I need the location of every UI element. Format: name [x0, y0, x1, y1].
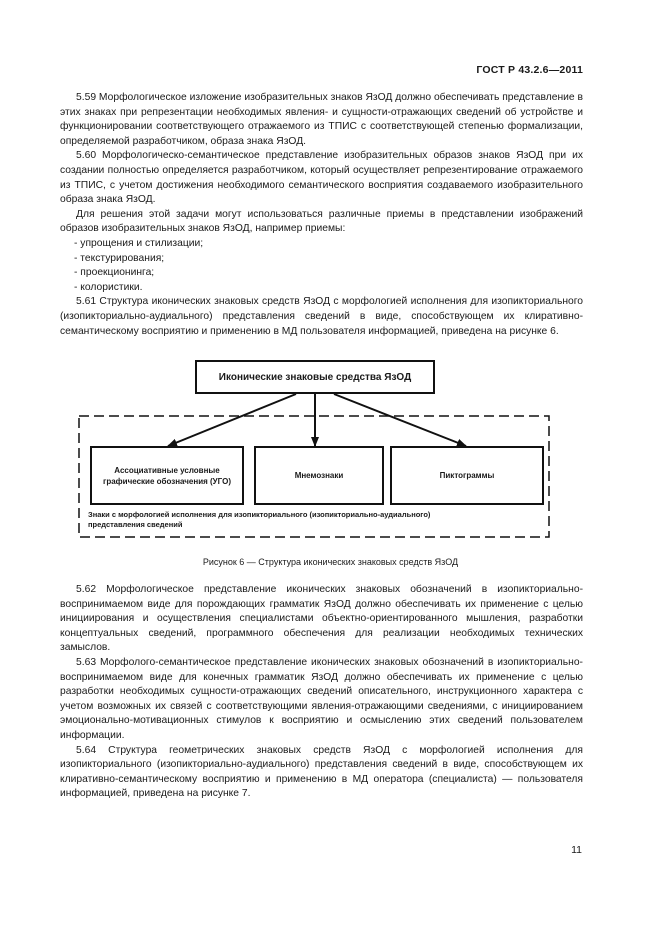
paragraph-5-64: 5.64 Структура геометрических знаковых средств ЯзОД с морфологией исполнения для изопикториального (изопикториально-аудиального) представления сведений в виде, способствующем их клиративно-семантическому восприятию и применению в МД оператора (специалиста) — пользователя информацией, приведена на рисунке 7. [60, 744, 583, 800]
list-item: - проекционинга; [74, 267, 155, 279]
associative-ugo-box: Ассоциативные условные графические обозначения (УГО) [90, 446, 244, 505]
list-item: - текстурирования; [74, 252, 165, 264]
text-block-lower [60, 583, 583, 802]
techniques-list [60, 237, 583, 295]
paragraph-5-63: 5.63 Морфолого-семантическое представление иконических знаковых обозначений в изопикториально-воспринимаемом виде для конечных грамматик ЯзОД должно обеспечивать их применение с целью разработки необходимых сущности-отражающих сведений описательного, инструкционного характера с учетом возможных их связей с соответствующими явления-отражающими сведениями, с инициированием эмоционально-мотивационных стимулов к восприятию и осмыслению этих сведений пользователем информации. [60, 656, 583, 741]
paragraph-5-59: 5.59 Морфологическое изложение изобразительных знаков ЯзОД должно обеспечивать представление в этих знаках при репрезентации необходимых явления- и сущности-отражающих сведений об устройстве и функционировании соответствующего отражаемого из ТПИС с соответствующей степенью формализации, определяемой разработчиком, образа знака ЯзОД. [60, 92, 583, 147]
paragraph-5-62: 5.62 Морфологическое представление иконических знаковых обозначений в изопикториально-воспринимаемом виде для порождающих грамматик ЯзОД должно обеспечивать их применение с целью инициирования и осуществления специалистами объектно-ориентированного мышления, разработки концептуальных сведений, программного обеспечения для реализации необходимых технических замыслов. [60, 584, 583, 654]
list-item: - колористики. [74, 281, 143, 293]
group-frame-label: Знаки с морфологией исполнения для изопикториального (изопикториально-аудиального) представления сведений [88, 510, 431, 529]
pictograms-box: Пиктограммы [390, 446, 544, 505]
mnemosigns-box: Мнемознаки [254, 446, 384, 505]
paragraph-5-61: 5.61 Структура иконических знаковых средств ЯзОД с морфологией исполнения для изопикториального (изопикториально-аудиального) представления сведений в виде, способствующем их клиративно-семантическому восприятию и применению в МД пользователя информацией, приведена на рисунке 6. [60, 296, 583, 337]
document-standard-number: ГОСТ Р 43.2.6—2011 [476, 64, 583, 76]
arrow-to-associative-ugo [168, 394, 296, 446]
iconic-means-box: Иконические знаковые средства ЯзОД [195, 360, 435, 394]
figure-caption: Рисунок 6 — Структура иконических знаковых средств ЯзОД [202, 557, 459, 567]
page-number: 11 [571, 844, 582, 856]
list-item: - упрощения и стилизации; [74, 237, 204, 249]
paragraph-5-60: 5.60 Морфологическо-семантическое представление изобразительных образов знаков ЯзОД при их создании полностью определяется разработчиком, который осуществляет репрезентирование отражаемого из ТПИС, с учетом достижения необходимого семантического восприятия создаваемого изобразительного образа знака ЯзОД. [60, 150, 583, 206]
figure-6-diagram [76, 360, 552, 540]
text-block-upper [60, 91, 583, 339]
paragraph-techniques-intro: Для решения этой задачи могут использоваться различные приемы в представлении изображений образов изобразительных знаков ЯзОД, например приемы: [60, 208, 583, 235]
arrow-to-pictograms [334, 394, 466, 446]
